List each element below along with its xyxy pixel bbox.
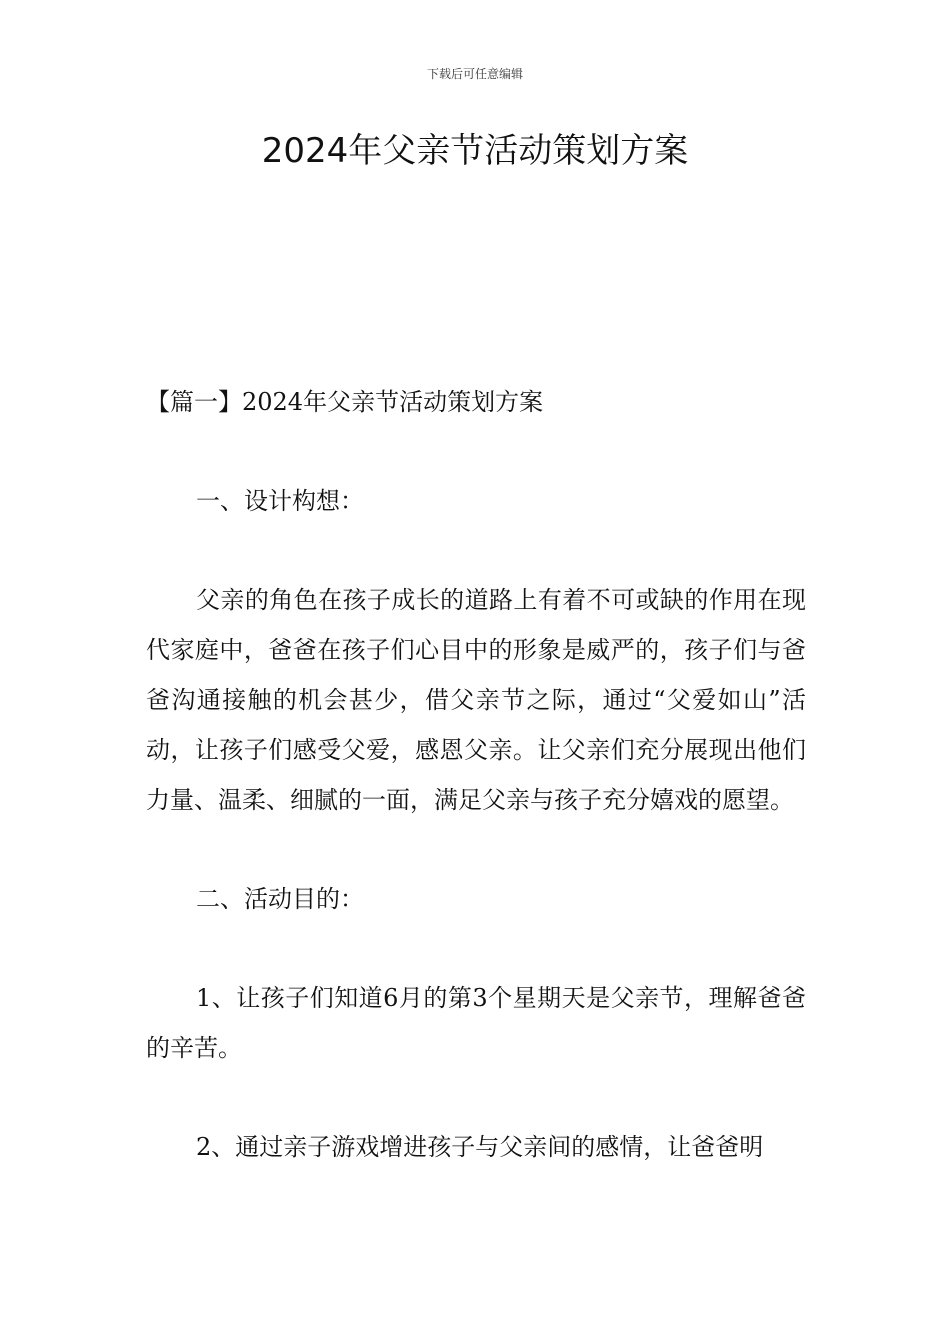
goal-item-2: 2、通过亲子游戏增进孩子与父亲间的感情，让爸爸明 (196, 1133, 764, 1161)
section-heading: 【篇一】2024年父亲节活动策划方案 (146, 388, 544, 416)
document-body (146, 377, 806, 1172)
part1-body: 父亲的角色在孩子成长的道路上有着不可或缺的作用在现代家庭中，爸爸在孩子们心目中的形象是威严的，孩子们与爸爸沟通接触的机会甚少，借父亲节之际，通过“父爱如山”活动，让孩子们感受父爱，感恩父亲。让父亲们充分展现出他们力量、温柔、细腻的一面，满足父亲与孩子充分嬉戏的愿望。 (146, 586, 806, 814)
header-note: 下载后可任意编辑 (426, 67, 523, 81)
paragraph-gap (146, 1073, 806, 1122)
paragraph-gap (146, 924, 806, 973)
goal-item-1: 1、让孩子们知道6月的第3个星期天是父亲节，理解爸爸的辛苦。 (146, 984, 806, 1062)
part2-heading: 二、活动目的： (196, 885, 364, 913)
paragraph-gap (146, 427, 806, 476)
paragraph-gap (146, 526, 806, 575)
part1-heading: 一、设计构想： (196, 487, 364, 515)
document-title: 2024年父亲节活动策划方案 (261, 131, 689, 171)
paragraph-gap (146, 825, 806, 874)
